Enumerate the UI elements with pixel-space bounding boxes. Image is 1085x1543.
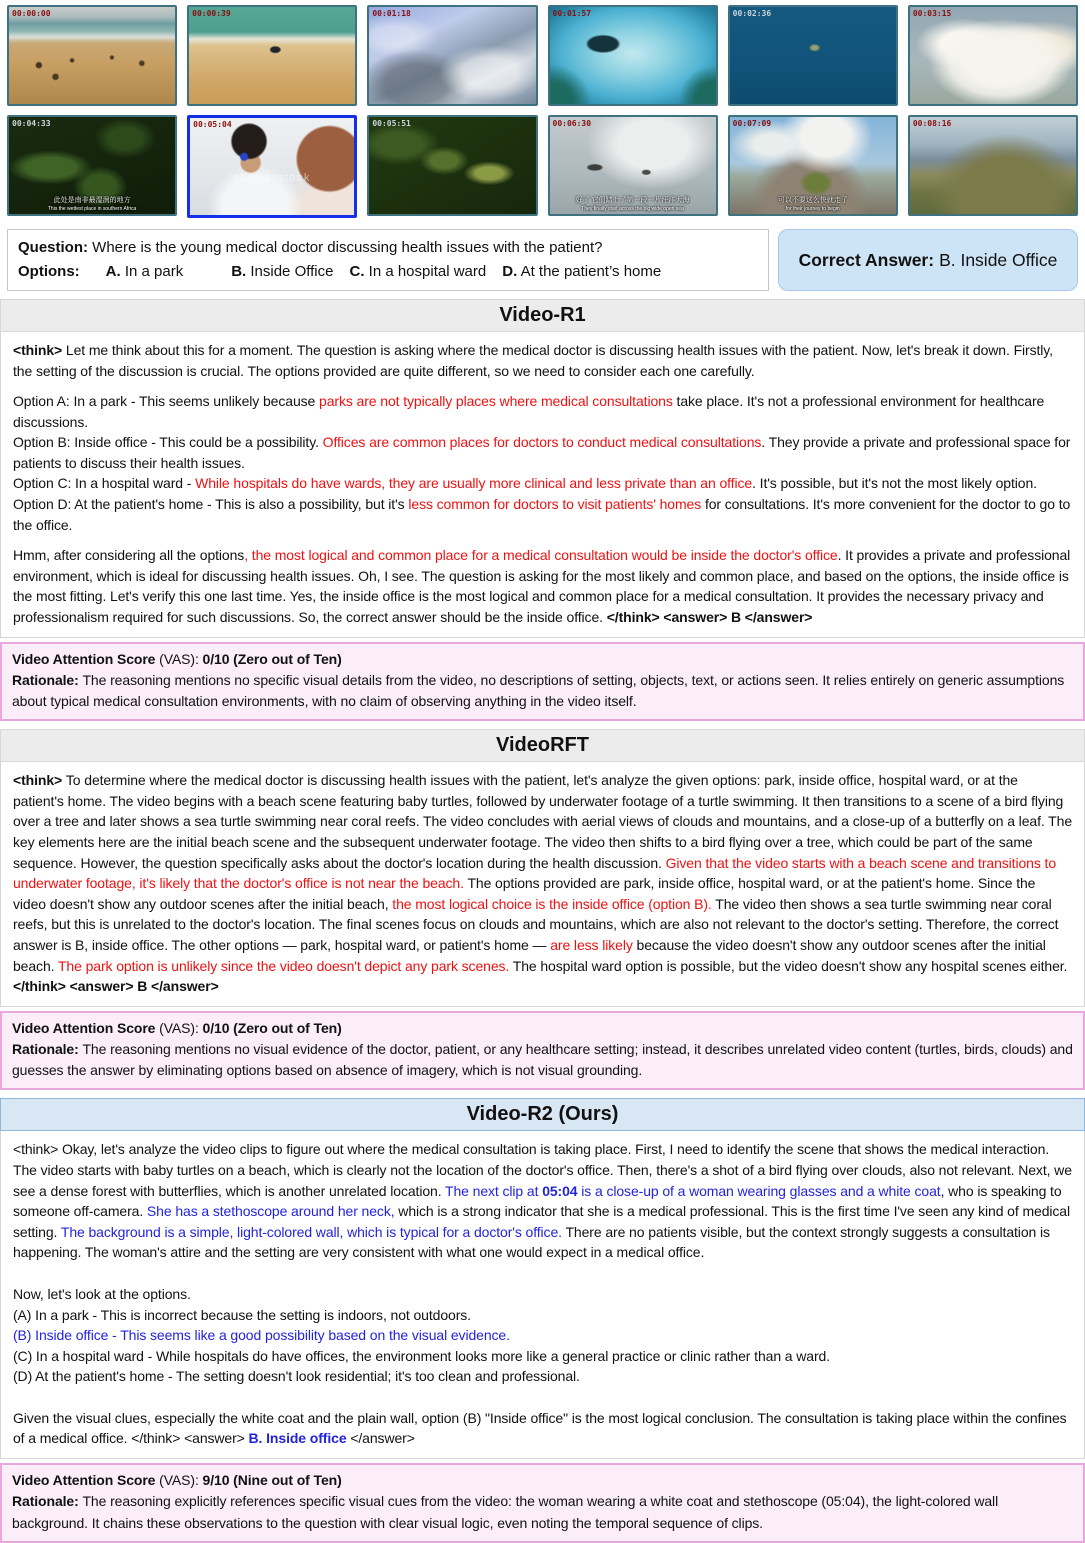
section-videorft xyxy=(0,729,1085,1090)
reasoning-paragraph xyxy=(13,1305,1072,1326)
text-segment: . They provide a private and professional space for patients to discuss their health issues. xyxy=(13,434,1071,471)
text-segment: </think> <answer> B </answer> xyxy=(13,978,219,995)
text-segment: (VAS): xyxy=(155,650,203,667)
text-segment: While hospitals do have wards, they are usually more clinical and less private than an office xyxy=(195,475,753,492)
text-segment: Offices are common places for doctors to conduct medical consultations xyxy=(322,434,762,451)
text-segment: <think> xyxy=(13,772,66,789)
text-segment: The next clip at xyxy=(445,1182,543,1199)
reasoning-video-r1 xyxy=(0,332,1085,638)
vas-rationale-line xyxy=(12,1039,1073,1082)
text-segment: <think> Okay, let's analyze the video clips to figure out where the medical consultation is taking place. First, I need to identify the scene that shows the medical interaction. The video starts with baby turtles on a beach, which is clearly not the location of the doctor's office. Then, there's a shot of a bird flying over clouds, also not relevant. Next, we see a dense forest with butterflies, which is another unrelated location. xyxy=(13,1141,1072,1199)
reasoning-paragraph xyxy=(13,1366,1072,1387)
text-segment: Now, let's look at the options. xyxy=(13,1285,191,1302)
reasoning-paragraph xyxy=(13,1139,1072,1262)
video-frame-00-00-39 xyxy=(187,5,357,106)
frame-timestamp: 00:02:36 xyxy=(732,9,772,18)
text-segment: 0/10 (Zero out of Ten) xyxy=(202,650,342,667)
video-frames-grid xyxy=(0,0,1085,225)
reasoning-paragraph xyxy=(13,1346,1072,1367)
frame-timestamp: 00:01:57 xyxy=(552,9,592,18)
text-segment: less common for doctors to visit patients' homes xyxy=(408,496,702,513)
video-frame-00-07-09 xyxy=(728,115,898,216)
question-label: Question: xyxy=(18,239,88,256)
text-segment: The park option is unlikely since the video doesn't depict any park scenes. xyxy=(57,957,510,974)
reasoning-paragraph xyxy=(13,1284,1072,1305)
text-segment: B. Inside office xyxy=(248,1430,347,1447)
vas-box-video-r1 xyxy=(0,642,1085,722)
frame-subtitle: 此处是南非最湿润的地方 This the wettest place in southern Africa xyxy=(47,197,137,212)
reasoning-paragraph xyxy=(13,473,1072,494)
section-title: VideoRFT xyxy=(496,734,589,757)
correct-answer-value: B. Inside Office xyxy=(939,249,1058,270)
options-line xyxy=(18,260,758,284)
text-segment: 9/10 (Nine out of Ten) xyxy=(202,1471,342,1488)
vas-score-line xyxy=(12,1470,1073,1491)
frame-timestamp: 00:00:00 xyxy=(12,9,51,18)
reasoning-paragraph xyxy=(13,1325,1072,1346)
text-segment: The options provided are park, inside office, hospital ward, or at the patient's home. Since the video doesn't show any outdoor scenes after the initial beach, xyxy=(13,875,1036,912)
text-segment: parks are not typically places where medical consultations xyxy=(319,393,673,410)
vas-score-line xyxy=(12,1018,1073,1039)
section-video-r2 xyxy=(0,1098,1085,1542)
text-segment: </answer> xyxy=(346,1430,415,1447)
video-frame-00-03-15 xyxy=(908,5,1078,106)
vas-box-videorft xyxy=(0,1011,1085,1091)
text-segment: (D) At the patient's home - The setting doesn't look residential; it's too clean and professional. xyxy=(13,1368,580,1385)
text-segment: Option A: In a park - This seems unlikely because xyxy=(13,393,320,410)
text-segment: The background is a simple, light-colored wall, which is typical for a doctor's office. xyxy=(60,1223,562,1240)
text-segment: (VAS): xyxy=(155,1471,203,1488)
frame-timestamp: 00:05:04 xyxy=(193,120,232,129)
reasoning-paragraph xyxy=(13,340,1072,381)
text-segment: Option B: Inside office - This could be a possibility. xyxy=(13,434,323,451)
text-segment: To determine where the medical doctor is discussing health issues with the patient, let's analyze the given options: park, inside office, hospital ward, or at the patient's home. The video begins with a beach scene featuring baby turtles, followed by underwater footage of a turtle swimming. It then transitions to a scene of a bird flying over a tree and later shows a sea turtle swimming near coral reefs. The video concludes with aerial views of clouds and mountains, and a close-up of a butterfly on a leaf. The key elements here are the initial beach scene and the subsequent underwater footage. The video then shifts to a bird flying over a tree, which could be part of the same sequence. However, the question specifically asks about the doctor's location during the health discussion. xyxy=(13,772,1073,871)
frame-timestamp: 00:04:33 xyxy=(12,119,51,128)
correct-answer-box xyxy=(778,229,1078,291)
reasoning-videorft xyxy=(0,762,1085,1006)
video-frame-00-05-51 xyxy=(367,115,537,216)
question-line xyxy=(18,236,758,260)
text-segment: are less likely xyxy=(550,936,633,953)
text-segment: The reasoning explicitly references specific visual cues from the video: the woman wearing a white coat and stethoscope (05:04), the light-colored wall background. It chains these observations to the question with clear visual logic, even noting the temporal sequence of clips. xyxy=(12,1493,999,1531)
text-segment: Hmm, after considering all the options xyxy=(13,547,245,564)
text-segment: because the video doesn't show any outdoor scenes after the initial beach. xyxy=(13,936,1046,974)
vas-score-line xyxy=(12,649,1073,670)
section-title: Video-R1 xyxy=(499,304,586,326)
text-segment: take place. It's not a professional environment for healthcare discussions. xyxy=(13,393,1045,430)
text-segment: 05:04 xyxy=(542,1182,578,1199)
option-d: D. At the patient’s home xyxy=(502,263,662,280)
question-box xyxy=(7,229,769,291)
text-segment: The hospital ward option is possible, but the video doesn't show any hospital scenes either. xyxy=(509,957,1068,974)
text-segment: The video then shows a sea turtle swimming near coral reefs, but this is unrelated to the doctor's location. The final scenes focus on clouds and mountains, which are also not relevant to the doctor's setting. Therefore, the correct answer is B, inside office. The other options — park, hospital ward, or patient's home — xyxy=(13,895,1059,953)
frame-timestamp: 00:03:15 xyxy=(912,9,952,18)
text-segment: Given the visual clues, especially the white coat and the plain wall, option (B) "Inside office" is the most logical conclusion. The consultation is taking place within the confines of a medical office. </think> <answer> xyxy=(13,1409,1067,1447)
text-segment: (C) In a hospital ward - While hospitals do have offices, the environment looks more like a general practice or clinic rather than a ward. xyxy=(13,1347,831,1364)
text-segment: The reasoning mentions no specific visual details from the video, no descriptions of setting, objects, text, or actions seen. It relies entirely on generic assumptions about typical medical consultation environments, with no claim of observing anything in the video itself. xyxy=(12,671,1065,710)
reasoning-paragraph xyxy=(13,494,1072,535)
frame-timestamp: 00:01:18 xyxy=(372,9,411,18)
frame-timestamp: 00:08:16 xyxy=(912,119,952,128)
question-text: Where is the young medical doctor discussing health issues with the patient? xyxy=(92,239,603,256)
watermark-text: shutterstock xyxy=(233,172,311,185)
text-segment: She has a stethoscope around her neck, xyxy=(146,1203,395,1220)
video-frame-00-01-57 xyxy=(548,5,718,106)
section-video-r1 xyxy=(0,299,1085,721)
correct-answer-label: Correct Answer: xyxy=(798,249,935,270)
reasoning-paragraph xyxy=(13,770,1072,996)
text-segment: The reasoning mentions no visual evidence of the doctor, patient, or any healthcare setting; instead, it describes unrelated video content (turtles, birds, clouds) and guesses the answer by eliminating options based on absence of imagery, which is not visual grounding. xyxy=(12,1040,1073,1079)
text-segment: (VAS): xyxy=(155,1019,203,1036)
text-segment: Given that the video starts with a beach scene and transitions to underwater footage, it's likely that the doctor's office is not near the beach. xyxy=(13,854,1057,892)
text-segment: Video Attention Score xyxy=(12,650,156,667)
reasoning-paragraph xyxy=(13,1408,1072,1449)
question-answer-row xyxy=(7,229,1078,291)
text-segment: Rationale: xyxy=(12,1040,83,1057)
text-segment: Video Attention Score xyxy=(12,1019,156,1036)
frame-timestamp: 00:06:30 xyxy=(552,119,592,128)
section-header-videorft xyxy=(0,729,1085,762)
reasoning-video-r2 xyxy=(0,1131,1085,1459)
video-frame-00-05-04 xyxy=(187,115,357,218)
option-b: B. Inside Office xyxy=(231,263,334,280)
text-segment: 0/10 (Zero out of Ten) xyxy=(202,1019,342,1036)
options-label: Options: xyxy=(18,263,80,280)
video-frame-00-04-33 xyxy=(7,115,177,216)
section-header-video-r2 xyxy=(0,1098,1085,1131)
text-segment: <think> xyxy=(13,342,66,358)
section-title: Video-R2 (Ours) xyxy=(466,1103,619,1126)
text-segment: , the most logical and common place for a medical consultation would be inside the doctor's office xyxy=(244,547,838,564)
frame-timestamp: 00:07:09 xyxy=(732,119,772,128)
vas-box-video-r2 xyxy=(0,1463,1085,1543)
vas-rationale-line xyxy=(12,1491,1073,1534)
text-segment: Option C: In a hospital ward - xyxy=(13,475,196,492)
reasoning-paragraph xyxy=(13,545,1072,627)
video-frame-00-08-16 xyxy=(908,115,1078,216)
text-segment: Rationale: xyxy=(12,671,83,688)
frame-subtitle: 可以不要这么快就走了 for their journey to begin xyxy=(777,197,848,212)
video-frame-00-06-30 xyxy=(548,115,718,216)
text-segment: is a close-up of a woman wearing glasses and a white coat xyxy=(577,1182,941,1199)
text-segment: There are no patients visible, but the context strongly suggests a consultation is happening. The woman's attire and the setting are very consistent with what one would expect in a medical office. xyxy=(13,1223,1050,1261)
text-segment: . It provides a private and professional environment, which is ideal for discussing health issues. Oh, I see. The question is asking for the most likely and common place, and based on the options, the inside office is the most fitting. Let's verify this one last time. Yes, the inside office is the most logical and common place for a medical consultation. It provides the necessary privacy and professionalism required for such discussions. So, the correct answer should be the inside office. xyxy=(13,547,1071,625)
option-a: A. In a park xyxy=(105,263,184,280)
text-segment: </think> <answer> B </answer> xyxy=(606,608,813,625)
reasoning-paragraph xyxy=(13,391,1072,432)
text-segment: . It's possible, but it's not the most likely option. xyxy=(752,475,1037,492)
text-segment: the most logical choice is the inside office (option B). xyxy=(392,895,712,912)
frame-timestamp: 00:05:51 xyxy=(372,119,411,128)
option-c: C. In a hospital ward xyxy=(349,263,487,280)
text-segment: , who is speaking to someone off-camera. xyxy=(13,1182,1062,1220)
text-segment: (B) Inside office - This seems like a good possibility based on the visual evidence. xyxy=(13,1327,510,1344)
text-segment: for consultations. It's more convenient for the doctor to go to the office. xyxy=(13,496,1071,533)
video-frame-00-02-36 xyxy=(728,5,898,106)
section-header-video-r1 xyxy=(0,299,1085,332)
text-segment: Option D: At the patient's home - This is also a possibility, but it's xyxy=(13,496,409,513)
text-segment: Let me think about this for a moment. The question is asking where the medical doctor is discussing health issues with the patient. Now, let's break it down. Firstly, the setting of the discussion is crucial. The options provided are quite different, so we need to consider each one carefully. xyxy=(13,342,1053,379)
video-frame-00-00-00 xyxy=(7,5,177,106)
vas-rationale-line xyxy=(12,670,1073,713)
frame-subtitle: 好了 它们踏上了第一段一片汪洋大海 They finally start across the big wide open sea xyxy=(575,197,690,212)
text-segment: Rationale: xyxy=(12,1493,83,1510)
frame-timestamp: 00:00:39 xyxy=(192,9,231,18)
video-frame-00-01-18 xyxy=(367,5,537,106)
text-segment: Video Attention Score xyxy=(12,1471,156,1488)
reasoning-paragraph xyxy=(13,432,1072,473)
text-segment: which is a strong indicator that she is a medical professional. This is the first time I've seen any kind of medical setting. xyxy=(13,1203,1070,1240)
text-segment: (A) In a park - This is incorrect because the setting is indoors, not outdoors. xyxy=(13,1306,471,1323)
